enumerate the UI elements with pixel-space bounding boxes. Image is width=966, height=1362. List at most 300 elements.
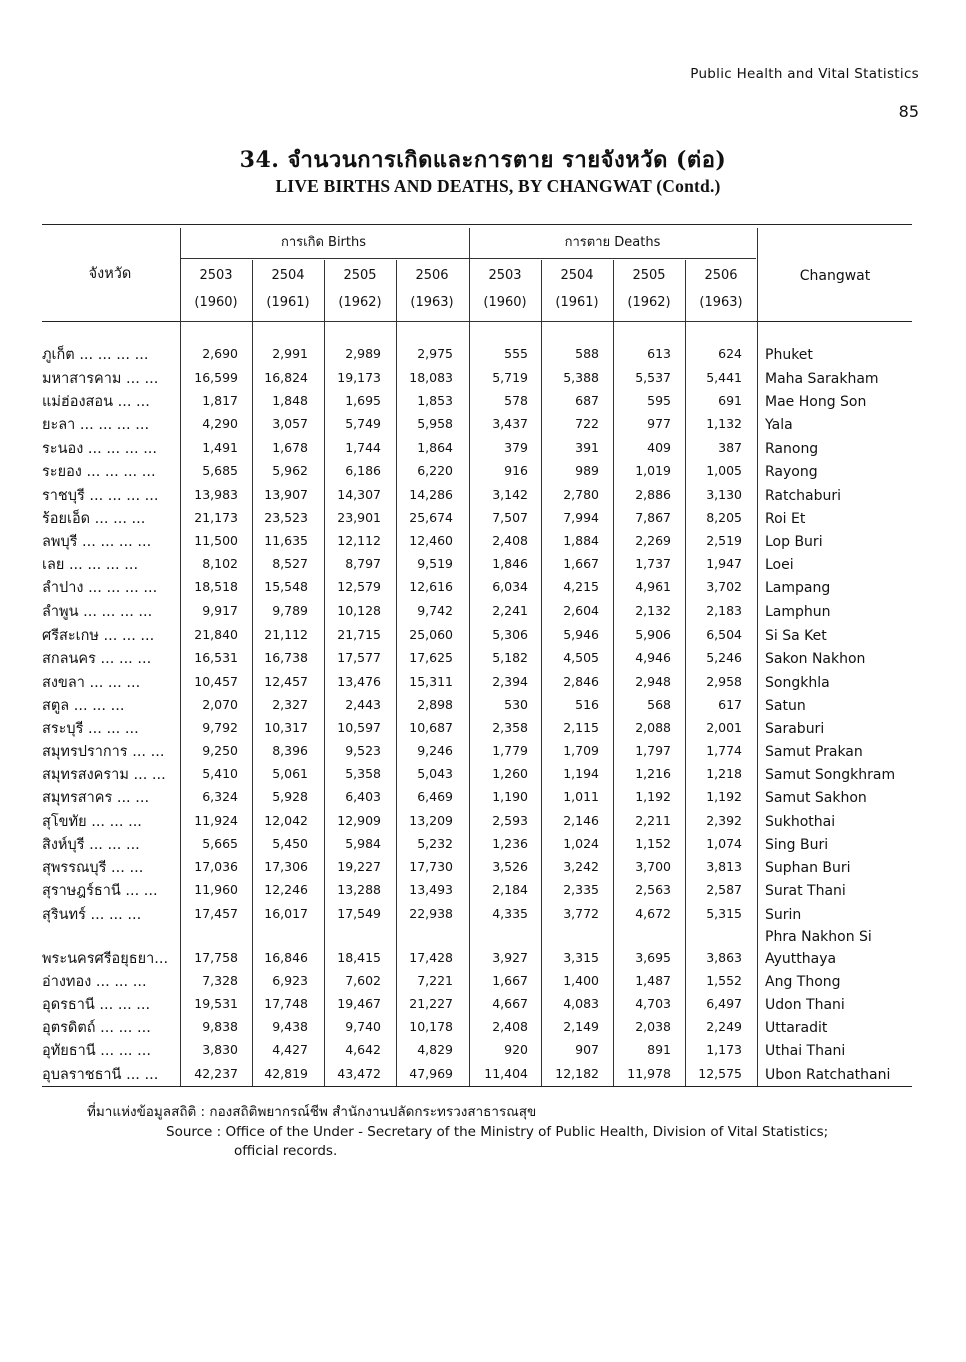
value-cell: 1,797 [635,743,671,758]
changwat-name: Ayutthaya [765,951,837,967]
changwat-name: Udon Thani [765,997,845,1013]
value-cell: 22,938 [409,906,453,921]
value-cell: 11,404 [484,1066,528,1081]
value-cell: 3,813 [706,859,742,874]
changwat-name: Satun [765,698,806,714]
province-thai: สุรินทร์ ... ... ... [42,907,142,923]
value-cell: 42,819 [264,1066,308,1081]
value-cell: 2,001 [706,720,742,735]
value-cell: 1,192 [635,789,671,804]
value-cell: 7,221 [417,973,453,988]
changwat-name: Uttaradit [765,1020,828,1036]
value-cell: 2,241 [492,603,528,618]
table-row [0,463,966,486]
changwat-name: Sukhothai [765,814,836,830]
value-cell: 2,408 [492,533,528,548]
changwat-extra-line: Phra Nakhon Si [765,929,872,945]
value-cell: 5,450 [272,836,308,851]
province-thai: สุพรรณบุรี ... ... [42,860,144,876]
province-thai: ยะลา ... ... ... ... [42,417,150,433]
value-cell: 3,142 [492,487,528,502]
value-cell: 12,246 [264,882,308,897]
value-cell: 5,665 [202,836,238,851]
value-cell: 25,674 [409,510,453,525]
value-cell: 2,211 [635,813,671,828]
source-english: Source : Office of the Under - Secretary of the Ministry of Public Health, Division of Vital Statistics; [166,1124,829,1140]
changwat-name: Samut Sakhon [765,790,867,806]
province-thai: สมุทรปราการ ... ... [42,744,165,760]
value-cell: 613 [647,346,671,361]
value-cell: 578 [504,393,528,408]
changwat-name: Ratchaburi [765,488,842,504]
province-thai: มหาสารคาม ... ... [42,371,159,387]
value-cell: 691 [718,393,742,408]
value-cell: 12,182 [555,1066,599,1081]
value-cell: 19,227 [337,859,381,874]
value-cell: 1,744 [345,440,381,455]
value-cell: 1,774 [706,743,742,758]
running-head: Public Health and Vital Statistics [690,66,919,82]
value-cell: 4,335 [492,906,528,921]
value-cell: 1,491 [202,440,238,455]
year-be-header: 2504 [271,268,305,283]
year-ce-header: (1960) [194,295,238,310]
value-cell: 9,792 [202,720,238,735]
value-cell: 2,327 [272,697,308,712]
changwat-name: Loei [765,557,794,573]
value-cell: 1,947 [706,556,742,571]
province-thai: ศรีสะเกษ ... ... ... [42,628,155,644]
changwat-name: Mae Hong Son [765,394,867,410]
value-cell: 1,853 [417,393,453,408]
province-thai: เลย ... ... ... ... [42,557,139,573]
value-cell: 16,846 [264,950,308,965]
value-cell: 21,715 [337,627,381,642]
changwat-name: Si Sa Ket [765,628,827,644]
value-cell: 3,315 [563,950,599,965]
value-cell: 916 [504,463,528,478]
value-cell: 9,740 [345,1019,381,1034]
value-cell: 16,599 [194,370,238,385]
changwat-name: Lamphun [765,604,831,620]
province-thai: แม่ฮ่องสอน ... ... [42,394,150,410]
province-thai: อ่างทอง ... ... ... [42,974,147,990]
value-cell: 2,132 [635,603,671,618]
value-cell: 11,924 [194,813,238,828]
value-cell: 3,695 [635,950,671,965]
changwat-name: Saraburi [765,721,825,737]
value-cell: 18,083 [409,370,453,385]
value-cell: 2,846 [563,674,599,689]
province-thai: สตูล ... ... ... [42,698,125,714]
value-cell: 530 [504,697,528,712]
value-cell: 17,730 [409,859,453,874]
table-row [0,603,966,626]
changwat-name: Phuket [765,347,813,363]
value-cell: 2,948 [635,674,671,689]
value-cell: 3,863 [706,950,742,965]
value-cell: 7,867 [635,510,671,525]
value-cell: 2,898 [417,697,453,712]
value-cell: 8,396 [272,743,308,758]
value-cell: 5,906 [635,627,671,642]
changwat-name: Samut Prakan [765,744,863,760]
value-cell: 12,042 [264,813,308,828]
value-cell: 17,549 [337,906,381,921]
province-thai: ราชบุรี ... ... ... ... [42,488,159,504]
province-thai: อุดรธานี ... ... ... [42,997,151,1013]
value-cell: 9,519 [417,556,453,571]
changwat-name: Surin [765,907,802,923]
value-cell: 10,687 [409,720,453,735]
value-cell: 11,978 [627,1066,671,1081]
value-cell: 15,311 [409,674,453,689]
province-thai: สุโขทัย ... ... ... [42,814,142,830]
value-cell: 17,625 [409,650,453,665]
value-cell: 7,994 [563,510,599,525]
value-cell: 23,901 [337,510,381,525]
value-cell: 12,460 [409,533,453,548]
value-cell: 722 [575,416,599,431]
value-cell: 5,043 [417,766,453,781]
value-cell: 989 [575,463,599,478]
value-cell: 595 [647,393,671,408]
value-cell: 1,011 [563,789,599,804]
changwat-name: Yala [765,417,793,433]
table-row [0,789,966,812]
value-cell: 17,428 [409,950,453,965]
value-cell: 6,324 [202,789,238,804]
year-ce-header: (1962) [338,295,382,310]
value-cell: 9,523 [345,743,381,758]
year-be-header: 2506 [704,268,738,283]
value-cell: 5,388 [563,370,599,385]
value-cell: 5,928 [272,789,308,804]
province-thai: ลำปาง ... ... ... ... [42,580,158,596]
value-cell: 1,216 [635,766,671,781]
value-cell: 516 [575,697,599,712]
changwat-name: Ubon Ratchathani [765,1067,891,1083]
value-cell: 2,184 [492,882,528,897]
province-thai: สงขลา ... ... ... [42,675,141,691]
value-cell: 17,758 [194,950,238,965]
value-cell: 5,958 [417,416,453,431]
value-cell: 8,527 [272,556,308,571]
value-cell: 13,288 [337,882,381,897]
value-cell: 2,183 [706,603,742,618]
value-cell: 21,227 [409,996,453,1011]
value-cell: 13,493 [409,882,453,897]
table-row [0,416,966,439]
value-cell: 9,789 [272,603,308,618]
value-cell: 10,178 [409,1019,453,1034]
value-cell: 9,838 [202,1019,238,1034]
value-cell: 12,616 [409,579,453,594]
province-thai: สิงห์บุรี ... ... ... [42,837,140,853]
value-cell: 2,149 [563,1019,599,1034]
value-cell: 920 [504,1042,528,1057]
value-cell: 5,984 [345,836,381,851]
value-cell: 2,989 [345,346,381,361]
changwat-name: Sakon Nakhon [765,651,866,667]
value-cell: 617 [718,697,742,712]
title-thai: 34. จำนวนการเกิดและการตาย รายจังหวัด (ต่อ) [239,147,727,173]
value-cell: 25,060 [409,627,453,642]
changwat-name: Songkhla [765,675,830,691]
value-cell: 6,923 [272,973,308,988]
value-cell: 6,469 [417,789,453,804]
value-cell: 3,830 [202,1042,238,1057]
value-cell: 5,232 [417,836,453,851]
value-cell: 3,700 [635,859,671,874]
value-cell: 1,667 [492,973,528,988]
value-cell: 2,780 [563,487,599,502]
value-cell: 12,579 [337,579,381,594]
value-cell: 409 [647,440,671,455]
value-cell: 5,719 [492,370,528,385]
value-cell: 1,019 [635,463,671,478]
year-ce-header: (1962) [627,295,671,310]
table-row [0,882,966,905]
value-cell: 9,250 [202,743,238,758]
year-ce-header: (1961) [266,295,310,310]
table-row [0,906,966,929]
title-english: LIVE BIRTHS AND DEATHS, BY CHANGWAT (Contd.) [275,176,721,196]
value-cell: 17,577 [337,650,381,665]
value-cell: 21,840 [194,627,238,642]
value-cell: 5,061 [272,766,308,781]
province-thai: ภูเก็ต ... ... ... ... [42,347,149,363]
value-cell: 588 [575,346,599,361]
value-cell: 1,192 [706,789,742,804]
source-english-cont: official records. [234,1143,338,1159]
changwat-name: Ranong [765,441,819,457]
value-cell: 15,548 [264,579,308,594]
value-cell: 5,441 [706,370,742,385]
value-cell: 6,504 [706,627,742,642]
value-cell: 4,427 [272,1042,308,1057]
value-cell: 891 [647,1042,671,1057]
value-cell: 10,128 [337,603,381,618]
value-cell: 4,215 [563,579,599,594]
value-cell: 10,597 [337,720,381,735]
value-cell: 5,306 [492,627,528,642]
value-cell: 9,438 [272,1019,308,1034]
value-cell: 1,194 [563,766,599,781]
value-cell: 2,604 [563,603,599,618]
value-cell: 11,500 [194,533,238,548]
value-cell: 42,237 [194,1066,238,1081]
value-cell: 2,587 [706,882,742,897]
value-cell: 47,969 [409,1066,453,1081]
value-cell: 9,246 [417,743,453,758]
changwat-header: Changwat [799,268,871,284]
value-cell: 2,408 [492,1019,528,1034]
value-cell: 3,772 [563,906,599,921]
value-cell: 17,306 [264,859,308,874]
changwat-name: Uthai Thani [765,1043,846,1059]
value-cell: 11,960 [194,882,238,897]
province-thai: สุราษฎร์ธานี ... ... [42,883,158,899]
value-cell: 6,220 [417,463,453,478]
value-cell: 1,487 [635,973,671,988]
value-cell: 907 [575,1042,599,1057]
changwat-name: Suphan Buri [765,860,851,876]
province-thai: พระนครศรีอยุธยา... [42,951,169,967]
value-cell: 2,958 [706,674,742,689]
table-row [0,1042,966,1065]
value-cell: 6,186 [345,463,381,478]
changwat-name: Surat Thani [765,883,846,899]
value-cell: 5,410 [202,766,238,781]
value-cell: 9,742 [417,603,453,618]
value-cell: 2,991 [272,346,308,361]
value-cell: 1,400 [563,973,599,988]
value-cell: 11,635 [264,533,308,548]
value-cell: 16,017 [264,906,308,921]
province-thai: อุทัยธานี ... ... ... [42,1043,151,1059]
year-be-header: 2505 [632,268,666,283]
value-cell: 3,130 [706,487,742,502]
value-cell: 5,749 [345,416,381,431]
value-cell: 2,519 [706,533,742,548]
changwat-name: Ang Thong [765,974,841,990]
value-cell: 2,358 [492,720,528,735]
value-cell: 3,057 [272,416,308,431]
province-thai: ลพบุรี ... ... ... ... [42,534,152,550]
deaths-header: การตาย Deaths [564,235,661,250]
value-cell: 3,927 [492,950,528,965]
value-cell: 1,260 [492,766,528,781]
value-cell: 2,335 [563,882,599,897]
value-cell: 17,748 [264,996,308,1011]
value-cell: 4,290 [202,416,238,431]
value-cell: 1,709 [563,743,599,758]
value-cell: 977 [647,416,671,431]
value-cell: 13,476 [337,674,381,689]
year-be-header: 2504 [560,268,594,283]
value-cell: 19,467 [337,996,381,1011]
value-cell: 1,695 [345,393,381,408]
group-divider [180,258,756,259]
value-cell: 3,702 [706,579,742,594]
value-cell: 1,779 [492,743,528,758]
value-cell: 12,575 [698,1066,742,1081]
year-be-header: 2506 [415,268,449,283]
births-header: การเกิด Births [280,235,367,250]
province-thai: สกลนคร ... ... ... [42,651,152,667]
value-cell: 624 [718,346,742,361]
year-ce-header: (1961) [555,295,599,310]
value-cell: 8,102 [202,556,238,571]
value-cell: 2,269 [635,533,671,548]
year-ce-header: (1963) [699,295,743,310]
value-cell: 1,190 [492,789,528,804]
value-cell: 3,437 [492,416,528,431]
changwat-name: Samut Songkhram [765,767,896,783]
value-cell: 2,038 [635,1019,671,1034]
value-cell: 19,531 [194,996,238,1011]
value-cell: 1,817 [202,393,238,408]
value-cell: 10,457 [194,674,238,689]
value-cell: 2,392 [706,813,742,828]
province-thai: สมุทรสาคร ... ... [42,790,150,806]
table-row [0,650,966,673]
value-cell: 8,797 [345,556,381,571]
table-row [0,1066,966,1089]
value-cell: 5,946 [563,627,599,642]
table-row [0,579,966,602]
value-cell: 4,642 [345,1042,381,1057]
value-cell: 1,864 [417,440,453,455]
value-cell: 12,909 [337,813,381,828]
value-cell: 2,563 [635,882,671,897]
value-cell: 2,249 [706,1019,742,1034]
value-cell: 2,070 [202,697,238,712]
province-thai: ร้อยเอ็ด ... ... ... [42,511,146,527]
changwat-name: Lampang [765,580,831,596]
value-cell: 16,531 [194,650,238,665]
page-number: 85 [898,102,919,121]
value-cell: 1,218 [706,766,742,781]
value-cell: 7,602 [345,973,381,988]
value-cell: 687 [575,393,599,408]
changwat-name: Rayong [765,464,818,480]
value-cell: 16,738 [264,650,308,665]
table-row [0,346,966,369]
value-cell: 4,703 [635,996,671,1011]
value-cell: 1,152 [635,836,671,851]
value-cell: 379 [504,440,528,455]
value-cell: 5,246 [706,650,742,665]
value-cell: 5,358 [345,766,381,781]
value-cell: 10,317 [264,720,308,735]
province-thai: ระนอง ... ... ... ... [42,441,158,457]
value-cell: 2,886 [635,487,671,502]
value-cell: 4,083 [563,996,599,1011]
value-cell: 391 [575,440,599,455]
province-thai: อุบลราชธานี ... ... [42,1067,159,1083]
value-cell: 1,074 [706,836,742,851]
value-cell: 4,667 [492,996,528,1011]
value-cell: 1,884 [563,533,599,548]
changwat-name: Roi Et [765,511,806,527]
value-cell: 9,917 [202,603,238,618]
value-cell: 2,394 [492,674,528,689]
value-cell: 18,518 [194,579,238,594]
value-cell: 387 [718,440,742,455]
year-ce-header: (1960) [483,295,527,310]
value-cell: 8,205 [706,510,742,525]
value-cell: 5,537 [635,370,671,385]
value-cell: 1,846 [492,556,528,571]
value-cell: 18,415 [337,950,381,965]
value-cell: 5,182 [492,650,528,665]
source-thai: ที่มาแห่งข้อมูลสถิติ : กองสถิติพยากรณ์ชีพ สำนักงานปลัดกระทรวงสาธารณสุข [87,1104,537,1120]
value-cell: 4,946 [635,650,671,665]
province-thai: ระยอง ... ... ... ... [42,464,156,480]
value-cell: 2,690 [202,346,238,361]
value-cell: 6,497 [706,996,742,1011]
value-cell: 12,457 [264,674,308,689]
province-header-thai: จังหวัด [88,266,132,282]
changwat-name: Sing Buri [765,837,829,853]
value-cell: 16,824 [264,370,308,385]
year-be-header: 2505 [343,268,377,283]
value-cell: 2,115 [563,720,599,735]
value-cell: 7,507 [492,510,528,525]
value-cell: 2,146 [563,813,599,828]
